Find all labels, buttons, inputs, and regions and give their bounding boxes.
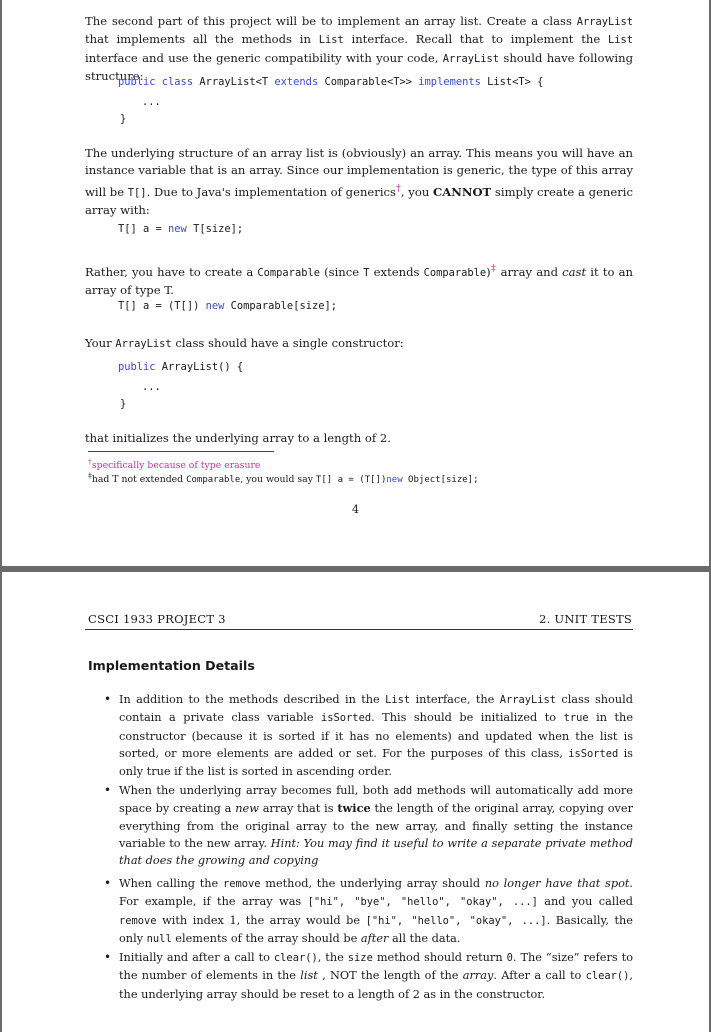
document-page-5 — [2, 572, 709, 1032]
bullet-dot: • — [104, 876, 112, 890]
header-rule — [85, 629, 633, 630]
code-ellipsis: ... — [142, 96, 161, 108]
comparable-paragraph: Rather, you have to create a Comparable (since T extends Comparable)‡ array and cast it to an array of type T. — [85, 263, 633, 298]
document-page-4 — [2, 0, 709, 566]
header-course: CSCI 1933 PROJECT 3 — [88, 612, 226, 626]
header-section: 2. UNIT TESTS — [539, 612, 633, 626]
bullet-clear-size: • Initially and after a call to clear(), the size method should return 0. The “size” refers to the number of elements in the list , NOT the length of the array. After a call to clear(), the underlying array should be reset to a length of 2 as in the constructor. — [104, 950, 634, 1001]
footnote-dagger: †specifically because of type erasure — [88, 457, 261, 472]
initializer-paragraph: that initializes the underlying array to a length of 2. — [85, 431, 391, 445]
footnote-double-dagger: ‡had T not extended Comparable, you would say T[] a = (T[])new Object[size]; — [88, 471, 479, 486]
footnote-rule — [88, 451, 274, 452]
constructor-code: public ArrayList() { — [118, 361, 244, 373]
intro-paragraph: The second part of this project will be to implement an array list. Create a class ArrayList that implements all the methods in List interface. Recall that to implement the List interface and use the generic compatibility with your code, ArrayList should have following structure: — [85, 14, 633, 84]
generic-array-code: T[] a = new T[size]; — [118, 223, 244, 235]
bullet-dot: • — [104, 783, 112, 797]
cast-array-code: T[] a = (T[]) new Comparable[size]; — [118, 300, 337, 312]
section-heading: Implementation Details — [88, 658, 255, 673]
bullet-dot: • — [104, 692, 112, 706]
class-declaration-code: public class ArrayList<T extends Comparable<T>> implements List<T> { — [118, 76, 544, 88]
array-structure-paragraph: The underlying structure of an array list is (obviously) an array. This means you will have an instance variable that is an array. Since our implementation is generic, the type of this array will be T[]. Due to Java's implementation of generics†, you CANNOT simply create a generic array with: — [85, 146, 634, 218]
bullet-remove: • When calling the remove method, the underlying array should no longer have that spot. For example, if the array was ["hi", "bye", "hello", "okay", ...] and you called remove with index 1, the array would be ["hi", "hello", "okay", ...]. Basically, the only null elements of the array should be after all the data. — [104, 876, 633, 945]
bullet-is-sorted: • In addition to the methods described in the List interface, the ArrayList class should contain a private class variable isSorted. This should be initialized to true in the constructor (because it is sorted if it has no elements) and updated when the list is sorted, or more elements are added or set. For the purposes of this class, isSorted is only true if the list is sorted in ascending order. — [104, 692, 633, 779]
constructor-ellipsis: ... — [142, 381, 161, 393]
bullet-array-growth: • When the underlying array becomes full, both add methods will automatically add more space by creating a new array that is twice the length of the original array, copying over everything from the original array to the new array, and finally setting the instance variable to the new array. Hint: You may find it useful to write a separate private method that does the growing and copying — [104, 783, 633, 868]
bullet-dot: • — [104, 950, 112, 964]
code-closing-brace: } — [120, 113, 127, 125]
constructor-paragraph: Your ArrayList class should have a single constructor: — [85, 336, 404, 350]
constructor-closing-brace: } — [120, 398, 127, 410]
page-number: 4 — [352, 503, 359, 516]
